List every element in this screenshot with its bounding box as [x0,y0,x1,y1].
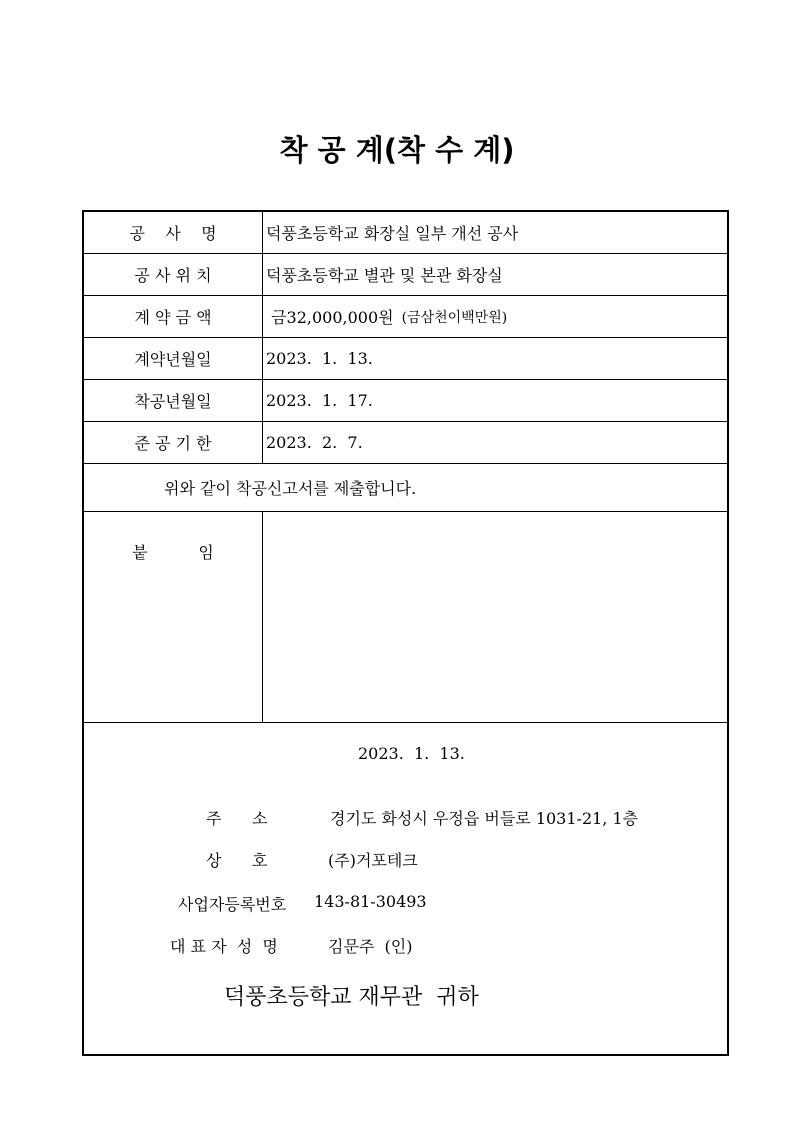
field-label-contract-date: 계약년월일 [84,338,263,379]
company-label: 상 호 [206,851,268,870]
field-value-contract-amount [266,296,727,337]
notice-row [84,464,727,512]
field-row-start-date [84,380,727,422]
field-value-completion-deadline: 2023. 2. 7. [266,433,363,452]
field-row-completion-deadline [84,422,727,464]
notice-text: 위와 같이 착공신고서를 제출합니다. [164,479,417,498]
field-label-start-date: 착공년월일 [84,380,263,421]
contract-amount: 금32,000,000원 [266,308,394,327]
field-value-project-name: 덕풍초등학교 화장실 일부 개선 공사 [266,224,519,243]
business-number-value: 143-81-30493 [314,892,427,911]
field-value-start-date: 2023. 1. 17. [266,391,373,410]
field-value-contract-date: 2023. 1. 13. [266,349,373,368]
field-row-contract-amount [84,296,727,338]
contract-amount-korean: (금삼천이백만원) [401,309,508,326]
field-value-location: 덕풍초등학교 별관 및 본관 화장실 [266,266,503,285]
field-label-project-name: 공 사 명 [84,212,263,253]
attachment-value [266,512,727,722]
representative-value: 김문주 (인) [328,937,413,956]
recipient: 덕풍초등학교 재무관 귀하 [224,985,479,1010]
attachment-label: 붙 임 [84,512,263,722]
address-label: 주 소 [206,809,268,828]
field-label-contract-amount: 계 약 금 액 [84,296,263,337]
attachment-row [84,512,727,723]
business-number-label: 사업자등록번호 [178,895,287,914]
submission-date: 2023. 1. 13. [358,744,465,763]
field-row-project-name [84,212,727,254]
address-value: 경기도 화성시 우정읍 버들로 1031-21, 1층 [330,809,639,828]
representative-label: 대 표 자 성 명 [170,937,278,956]
field-row-location [84,254,727,296]
construction-start-form [82,210,729,1056]
field-label-completion-deadline: 준 공 기 한 [84,422,263,463]
field-label-location: 공 사 위 치 [84,254,263,295]
document-title: 착 공 계(착 수 계) [279,133,515,167]
company-value: (주)거포테크 [328,851,418,870]
field-row-contract-date [84,338,727,380]
